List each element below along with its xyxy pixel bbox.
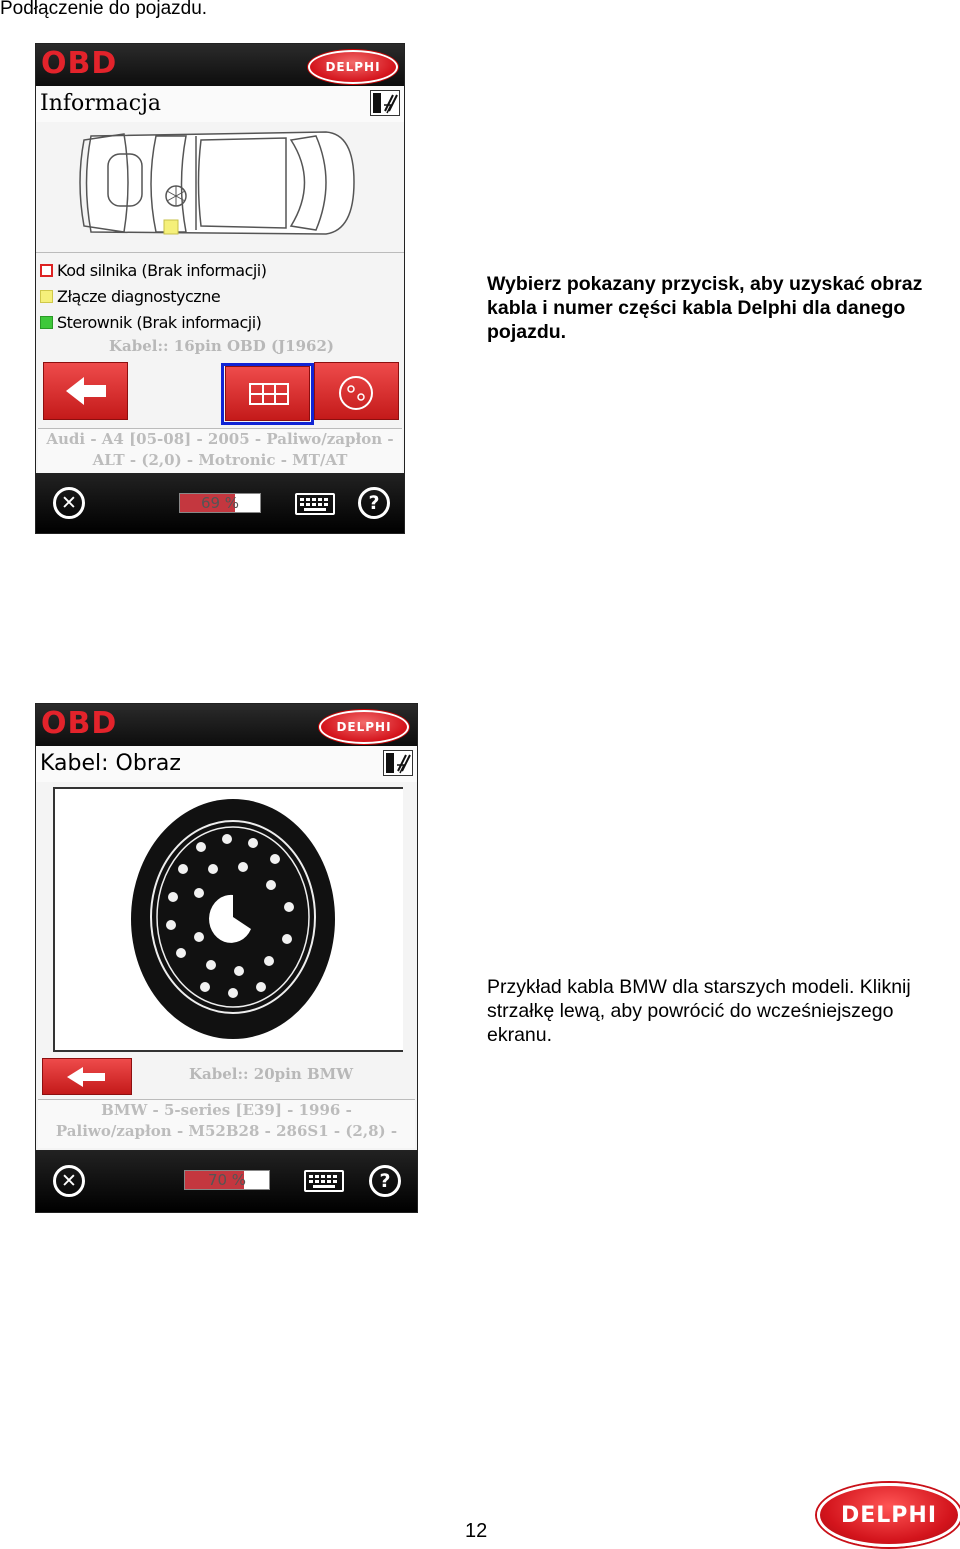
top-bar — [36, 44, 404, 86]
obd-cable-image-screen — [35, 703, 418, 1213]
keyboard-icon[interactable] — [304, 1170, 344, 1192]
help-icon[interactable]: ? — [369, 1165, 401, 1197]
obd-logo: OBD — [41, 706, 118, 741]
progress-bar — [179, 493, 261, 513]
progress-text: 70 % — [207, 1171, 247, 1189]
vehicle-info-line: Audi - A4 [05-08] - 2005 - Paliwo/zapłon - — [46, 430, 394, 448]
screen-title: Informacja — [40, 91, 161, 116]
grid-icon — [226, 367, 309, 420]
cable-connector-image — [53, 787, 403, 1052]
delphi-logo: DELPHI — [308, 50, 398, 84]
car-diagram — [36, 122, 404, 253]
back-button[interactable] — [42, 1058, 132, 1095]
title-bar — [36, 86, 404, 122]
cable-label: Kabel:: 20pin BMW — [189, 1065, 354, 1083]
top-bar — [36, 704, 417, 746]
close-icon[interactable]: ✕ — [53, 1165, 85, 1197]
connection-status-icon[interactable] — [370, 90, 400, 116]
page-heading: Podłączenie do pojazdu. — [0, 0, 208, 19]
caption-second: Przykład kabla BMW dla starszych modeli. Kliknij strzałkę lewą, aby powrócić do wcześniejszego ekranu. — [487, 976, 911, 1046]
legend-item-diagnostic-connector — [40, 283, 267, 309]
screen-title: Kabel: Obraz — [40, 751, 181, 776]
cable-image-button[interactable] — [225, 366, 310, 421]
legend-label: Sterownik (Brak informacji) — [57, 312, 262, 332]
connector-icon — [315, 363, 398, 419]
legend-label: Kod silnika (Brak informacji) — [57, 260, 267, 280]
vehicle-info-line: Paliwo/zapłon - M52B28 - 286S1 - (2,8) - — [55, 1122, 398, 1140]
progress-text: 69 % — [200, 494, 240, 512]
close-icon[interactable]: ✕ — [53, 487, 85, 519]
diagnostic-connector-marker-icon — [40, 290, 53, 303]
obd-info-screen — [35, 43, 405, 534]
back-arrow-icon — [44, 363, 127, 419]
progress-bar — [184, 1170, 270, 1190]
delphi-logo: DELPHI — [319, 710, 409, 744]
legend-item-controller — [40, 309, 267, 335]
caption-first: Wybierz pokazany przycisk, aby uzyskać obraz kabla i numer części kabla Delphi dla danego pojazdu. — [487, 273, 923, 343]
vehicle-info-line: ALT - (2,0) - Motronic - MT/AT — [92, 451, 348, 469]
vehicle-info-line: BMW - 5-series [E39] - 1996 - — [101, 1101, 352, 1119]
cable-label: Kabel:: 16pin OBD (J1962) — [109, 337, 334, 355]
legend-item-engine-code — [40, 257, 267, 283]
connector-button[interactable] — [314, 362, 399, 420]
bottom-bar — [36, 1150, 417, 1212]
back-button[interactable] — [43, 362, 128, 420]
title-bar — [36, 746, 417, 782]
help-icon[interactable]: ? — [358, 487, 390, 519]
page-number: 12 — [465, 1520, 488, 1542]
engine-code-marker-icon — [40, 264, 53, 277]
vehicle-info — [38, 1099, 415, 1148]
keyboard-icon[interactable] — [295, 493, 335, 515]
legend — [40, 257, 267, 335]
back-arrow-icon — [43, 1059, 131, 1094]
delphi-footer-logo: DELPHI — [817, 1483, 960, 1547]
obd-logo: OBD — [41, 46, 118, 81]
vehicle-info — [38, 428, 402, 474]
bottom-bar — [36, 473, 404, 533]
connection-status-icon[interactable] — [383, 750, 413, 776]
legend-label: Złącze diagnostyczne — [57, 286, 221, 306]
controller-marker-icon — [40, 316, 53, 329]
